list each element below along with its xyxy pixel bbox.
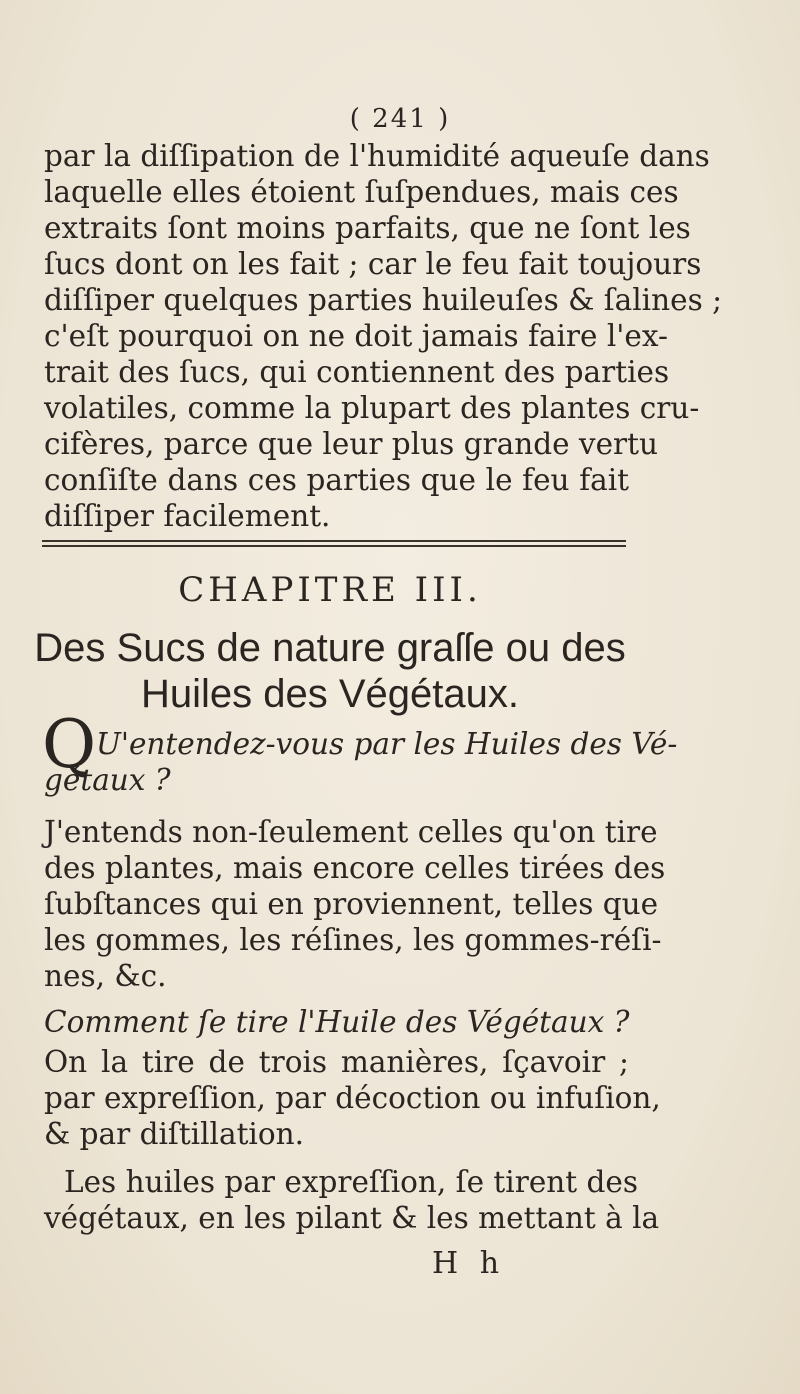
question-line: U'entendez-vous par les Huiles des Vé- — [96, 727, 678, 761]
page-number: ( 241 ) — [349, 104, 451, 134]
text-line: des plantes, mais encore celles tirées des — [44, 851, 666, 885]
catchword: H h — [432, 1246, 506, 1281]
text-line: c'eſt pourquoi on ne doit jamais faire l'ex- — [44, 319, 668, 353]
text-line: nes, &c. — [44, 959, 167, 993]
text-line: & par diſtillation. — [44, 1117, 304, 1151]
text-line: les gommes, les réſines, les gommes-réſi- — [44, 923, 662, 957]
text-line: conſiſte dans ces parties que le feu fait — [44, 463, 629, 497]
text-line: végétaux, en les pilant & les mettant à la — [44, 1201, 660, 1235]
text-line: trait des ſucs, qui contiennent des parties — [44, 355, 670, 389]
text-line: cifères, parce que leur plus grande vertu — [44, 427, 659, 461]
text-line: ſubſtances qui en proviennent, telles que — [44, 887, 659, 921]
text-line: On la tire de trois manières, ſçavoir ; — [44, 1045, 629, 1079]
chapter-title-line-1: Des Sucs de nature graſſe ou des — [34, 626, 626, 670]
question-2: Comment ſe tire l'Huile des Végétaux ? — [44, 1005, 630, 1039]
text-line: par la diſſipation de l'humidité aqueuſe dans — [44, 139, 710, 173]
chapter-heading: CHAPITRE III. — [178, 570, 482, 610]
text-line: volatiles, comme la plupart des plantes cru- — [44, 391, 700, 425]
question-line: gétaux ? — [44, 763, 171, 797]
text-line: extraits ſont moins parfaits, que ne ſont les — [44, 211, 691, 245]
text-line: ſucs dont on les fait ; car le feu fait toujours — [44, 247, 702, 281]
section-divider — [42, 540, 626, 547]
chapter-title-line-2: Huiles des Végétaux. — [140, 672, 519, 716]
text-line: Les huiles par expreſſion, ſe tirent des — [64, 1165, 638, 1199]
text-line: laquelle elles étoient ſuſpendues, mais ces — [44, 175, 679, 209]
text-line: diſſiper quelques parties huileuſes & ſalines ; — [44, 283, 723, 317]
drop-cap: Q — [42, 706, 97, 783]
text-line: par expreſſion, par décoction ou infuſion, — [44, 1081, 661, 1115]
text-line: J'entends non-ſeulement celles qu'on tire — [44, 815, 658, 849]
text-line: diſſiper facilement. — [44, 499, 331, 533]
